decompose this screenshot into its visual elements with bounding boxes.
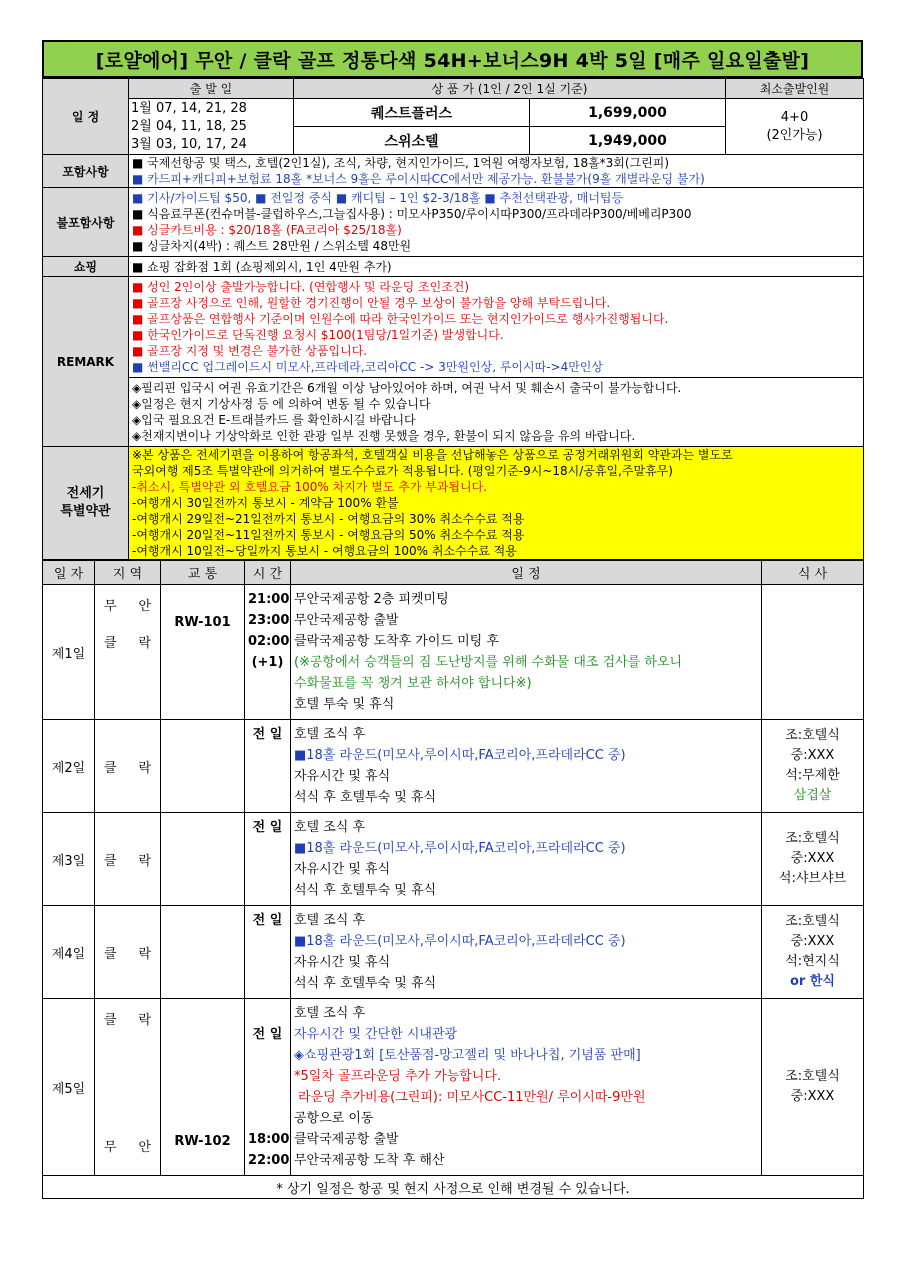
schedule-cell: [291, 813, 762, 906]
day-label: 제1일: [43, 585, 95, 720]
schedule-line: 클락국제공항 출발: [294, 1132, 399, 1147]
schedule-line: 호텔 조식 후: [294, 727, 366, 742]
meal-breakfast: 조:호텔식: [785, 914, 840, 929]
time-value: 21:00: [248, 592, 290, 607]
remark-content: [129, 277, 864, 378]
region-muan: 무 안: [104, 599, 151, 614]
shopping-label: 쇼핑: [43, 257, 129, 277]
table-row: [43, 720, 864, 813]
remark-label: REMARK: [43, 277, 129, 447]
golf-round: ■18홀 라운드(미모사,루이시따,FA코리아,프라데라CC 중): [294, 934, 626, 949]
schedule-line: 석식 후 호텔투숙 및 휴식: [294, 976, 437, 991]
schedule-cell: [291, 999, 762, 1176]
region-cell: 클 락: [95, 906, 161, 999]
min-note: (2인가능): [766, 127, 823, 143]
charter-line: 국외여행 제5조 특별약관에 의거하여 별도수수료가 적용됩니다. (평일기준-9시~18시/공휴일,주말휴무): [132, 464, 673, 478]
region-cell: 클 락: [95, 813, 161, 906]
schedule-line: 호텔 조식 후: [294, 1006, 366, 1021]
meal-breakfast: 조:호텔식: [785, 1069, 840, 1084]
schedule-line: 무안국제공항 출발: [294, 613, 399, 628]
charter-line: ※본 상품은 전세기편을 이용하여 항공좌석, 호텔객실 비용을 선납해놓은 상품으로 공정거래위원회 약관과는 별도로: [132, 448, 733, 462]
included-line: ■ 국제선항공 및 택스, 호텔(2인1실), 조식, 차량, 현지인가이드, 1억원 여행자보험, 18홀*3회(그린피): [132, 156, 670, 170]
remark-note: ◈입국 필요요건 E-트래블카드 를 확인하시길 바랍니다: [132, 413, 416, 427]
region-cell: [95, 585, 161, 720]
remark-line: ■ 골프장 사정으로 인해, 원할한 경기진행이 안될 경우 보상이 불가함을 양해 부탁드립니다.: [132, 296, 611, 310]
schedule-line: 호텔 조식 후: [294, 820, 366, 835]
remark-line: ■ 골프장 지정 및 변경은 불가한 상품입니다.: [132, 344, 368, 358]
charter-content: [129, 447, 864, 560]
transport-cell: [161, 813, 245, 906]
remark-line: ■ 골프상품은 연합행사 기준이며 인원수에 따라 한국인가이드 또는 현지인가이드로 행사가진행됩니다.: [132, 312, 669, 326]
meal-breakfast: 조:호텔식: [785, 831, 840, 846]
itinerary-table: [42, 560, 864, 1199]
schedule-line: 자유시간 및 휴식: [294, 955, 391, 970]
time-cell: [245, 585, 291, 720]
charter-label-line: 특별약관: [60, 504, 111, 519]
schedule-line: 공항으로 이동: [294, 1111, 374, 1126]
meal-cell: [762, 720, 864, 813]
charter-policy: -여행개시 10일전~당일까지 통보시 - 여행요금의 100% 취소수수료 적용: [132, 544, 517, 558]
footer-note: * 상기 일정은 항공 및 현지 사정으로 인해 변경될 수 있습니다.: [43, 1176, 864, 1199]
meal-dinner-detail: 삼겹살: [793, 788, 832, 803]
col-day: 일 자: [43, 561, 95, 585]
remark-note: ◈일정은 현지 기상사정 등 에 의하여 변동 될 수 있습니다: [132, 397, 431, 411]
col-transport: 교 통: [161, 561, 245, 585]
col-schedule: 일 정: [291, 561, 762, 585]
col-time: 시 간: [245, 561, 291, 585]
meal-lunch: 중:XXX: [790, 748, 835, 763]
time-value: 전 일: [245, 720, 291, 813]
page-title: [로얄에어] 무안 / 클락 골프 정통다색 54H+보너스9H 4박 5일 [매주 일요일출발]: [42, 40, 863, 78]
schedule-cell: [291, 585, 762, 720]
summary-table: [42, 78, 864, 560]
table-row: [43, 585, 864, 720]
remark-line: ■ 한국인가이드로 단독진행 요청시 $100(1팀당/1일기준) 발생합니다.: [132, 328, 504, 342]
schedule-line: 자유시간 및 간단한 시내관광: [294, 1027, 458, 1042]
meal-cell: [762, 813, 864, 906]
charter-label-line: 전세기: [66, 486, 105, 501]
schedule-line: 자유시간 및 휴식: [294, 862, 391, 877]
time-value: 23:00: [248, 613, 290, 628]
charter-cancel-line: -취소시, 특별약관 외 호텔요금 100% 차지가 별도 추가 부과됩니다.: [132, 480, 487, 494]
date-jan: 1월 07, 14, 21, 28: [131, 100, 247, 116]
date-feb: 2월 04, 11, 18, 25: [131, 118, 247, 134]
excluded-line: ■ 기사/가이드팁 $50, ■ 전일정 중식 ■ 캐디팁 – 1인 $2-3/18홀 ■ 추천선택관광, 매너팁등: [132, 191, 624, 205]
time-cell: [245, 999, 291, 1176]
col-region: 지 역: [95, 561, 161, 585]
time-value: 02:00: [248, 634, 290, 649]
region-clark: 클 락: [104, 636, 151, 651]
region-cell: 클 락: [95, 720, 161, 813]
excluded-line: ■ 싱글카트비용 : $20/18홀 (FA코리아 $25/18홀): [132, 223, 402, 237]
time-value: 22:00: [248, 1153, 290, 1168]
excluded-content: [129, 188, 864, 257]
meal-breakfast: 조:호텔식: [785, 728, 840, 743]
schedule-cell: [291, 720, 762, 813]
schedule-line: 호텔 투숙 및 휴식: [294, 697, 395, 712]
day-label: 제2일: [43, 720, 95, 813]
schedule-note: (※공항에서 승객들의 짐 도난방지를 위해 수화물 대조 검사를 하오니: [294, 655, 683, 670]
hotel-price: 1,699,000: [530, 99, 726, 127]
price-header: 상 품 가 (1인 / 2인 1실 기준): [294, 79, 726, 99]
time-value: 전 일: [252, 1027, 283, 1042]
schedule-note: 수화물표를 꼭 챙겨 보관 하셔야 합니다※): [294, 676, 532, 691]
charter-label: [43, 447, 129, 560]
schedule-line: 호텔 조식 후: [294, 913, 366, 928]
schedule-line: 석식 후 호텔투숙 및 휴식: [294, 883, 437, 898]
shopping-tour: ◈쇼핑관광1회 [토산품점-망고젤리 및 바나나칩, 기념품 판매]: [294, 1048, 641, 1063]
schedule-label: 일 정: [43, 79, 129, 155]
min-header: 최소출발인원: [726, 79, 864, 99]
hotel-price: 1,949,000: [530, 127, 726, 155]
remark-note: ◈필리핀 입국시 여권 유효기간은 6개월 이상 남아있어야 하며, 여권 낙서 및 훼손시 출국이 불가능합니다.: [132, 381, 682, 395]
min-count: 4+0: [780, 109, 809, 125]
included-content: [129, 155, 864, 188]
hotel-name: 스위소텔: [294, 127, 530, 155]
meal-dinner-alt: or 한식: [790, 974, 835, 989]
document: [42, 40, 863, 1199]
transport-cell: [161, 720, 245, 813]
meal-dinner: 석:샤브샤브: [778, 871, 847, 886]
schedule-line: 클락국제공항 도착후 가이드 미팅 후: [294, 634, 499, 649]
excluded-label: 불포함사항: [43, 188, 129, 257]
meal-lunch: 중:XXX: [790, 1089, 835, 1104]
table-row: [43, 906, 864, 999]
remark-note: ◈천재지변이나 기상악화로 인한 관광 일부 진행 못했을 경우, 환불이 되지 않음을 유의 바랍니다.: [132, 429, 636, 443]
shopping-text: ■ 쇼핑 잡화점 1회 (쇼핑제외시, 1인 4만원 추가): [129, 257, 864, 277]
charter-policy: -여행개시 20일전~11일전까지 통보시 - 여행요금의 50% 취소수수료 적용: [132, 528, 525, 542]
meal-cell: [762, 585, 864, 720]
schedule-line: 자유시간 및 휴식: [294, 769, 391, 784]
remark-line: ■ 성인 2인이상 출발가능합니다. (연합행사 및 라운딩 조인조건): [132, 280, 470, 294]
meal-lunch: 중:XXX: [790, 934, 835, 949]
hotel-name: 퀘스트플러스: [294, 99, 530, 127]
meal-lunch: 중:XXX: [790, 851, 835, 866]
charter-policy: -여행개시 29일전~21일전까지 통보시 - 여행요금의 30% 취소수수료 적용: [132, 512, 525, 526]
schedule-line: 무안국제공항 2층 피켓미팅: [294, 592, 449, 607]
table-row: [43, 999, 864, 1176]
col-meal: 식 사: [762, 561, 864, 585]
golf-round: ■18홀 라운드(미모사,루이시따,FA코리아,프라데라CC 중): [294, 748, 626, 763]
included-label: 포함사항: [43, 155, 129, 188]
golf-round: ■18홀 라운드(미모사,루이시따,FA코리아,프라데라CC 중): [294, 841, 626, 856]
region-muan: 무 안: [104, 1140, 151, 1155]
departure-dates: [129, 99, 294, 155]
region-clark: 클 락: [104, 1013, 151, 1028]
included-line: ■ 카드피+캐디피+보험료 18홀 *보너스 9홀은 루이시따CC에서만 제공가능. 환불불가(9홀 개별라운딩 불가): [132, 172, 705, 186]
flight-number: RW-102: [161, 999, 245, 1176]
golf-extra-fee: 라운딩 추가비용(그린피): 미모사CC-11만원/ 루이시따-9만원: [294, 1090, 646, 1105]
remark-notes: [129, 378, 864, 447]
excluded-line: ■ 식음료쿠폰(컨슈머블-클럽하우스,그늘집사용) : 미모사P350/루이시따P300/프라데라P300/베베리P300: [132, 207, 692, 221]
schedule-line: 석식 후 호텔투숙 및 휴식: [294, 790, 437, 805]
date-mar: 3월 03, 10, 17, 24: [131, 136, 247, 152]
day-label: 제4일: [43, 906, 95, 999]
meal-dinner: 석:현지식: [785, 954, 840, 969]
golf-extra: *5일차 골프라운딩 추가 가능합니다.: [294, 1069, 502, 1084]
day-label: 제5일: [43, 999, 95, 1176]
region-cell: [95, 999, 161, 1176]
time-value: 전 일: [245, 906, 291, 999]
day-label: 제3일: [43, 813, 95, 906]
time-value: 전 일: [245, 813, 291, 906]
remark-upgrade-line: ■ 썬밸리CC 업그레이드시 미모사,프라데라,코리아CC -> 3만원인상, 루이시따->4만인상: [132, 360, 603, 374]
flight-number: RW-101: [161, 585, 245, 720]
table-row: [43, 813, 864, 906]
meal-cell: [762, 906, 864, 999]
min-people: [726, 99, 864, 155]
meal-dinner: 석:무제한: [785, 768, 840, 783]
charter-policy: -여행개시 30일전까지 통보시 - 계약금 100% 환불: [132, 496, 399, 510]
meal-cell: [762, 999, 864, 1176]
excluded-line: ■ 싱글차지(4박) : 퀘스트 28만원 / 스위소텔 48만원: [132, 239, 412, 253]
time-value: 18:00: [248, 1132, 290, 1147]
departure-header: 출 발 일: [129, 79, 294, 99]
schedule-line: 무안국제공항 도착 후 해산: [294, 1153, 445, 1168]
schedule-cell: [291, 906, 762, 999]
transport-cell: [161, 906, 245, 999]
time-value: (+1): [251, 655, 284, 670]
